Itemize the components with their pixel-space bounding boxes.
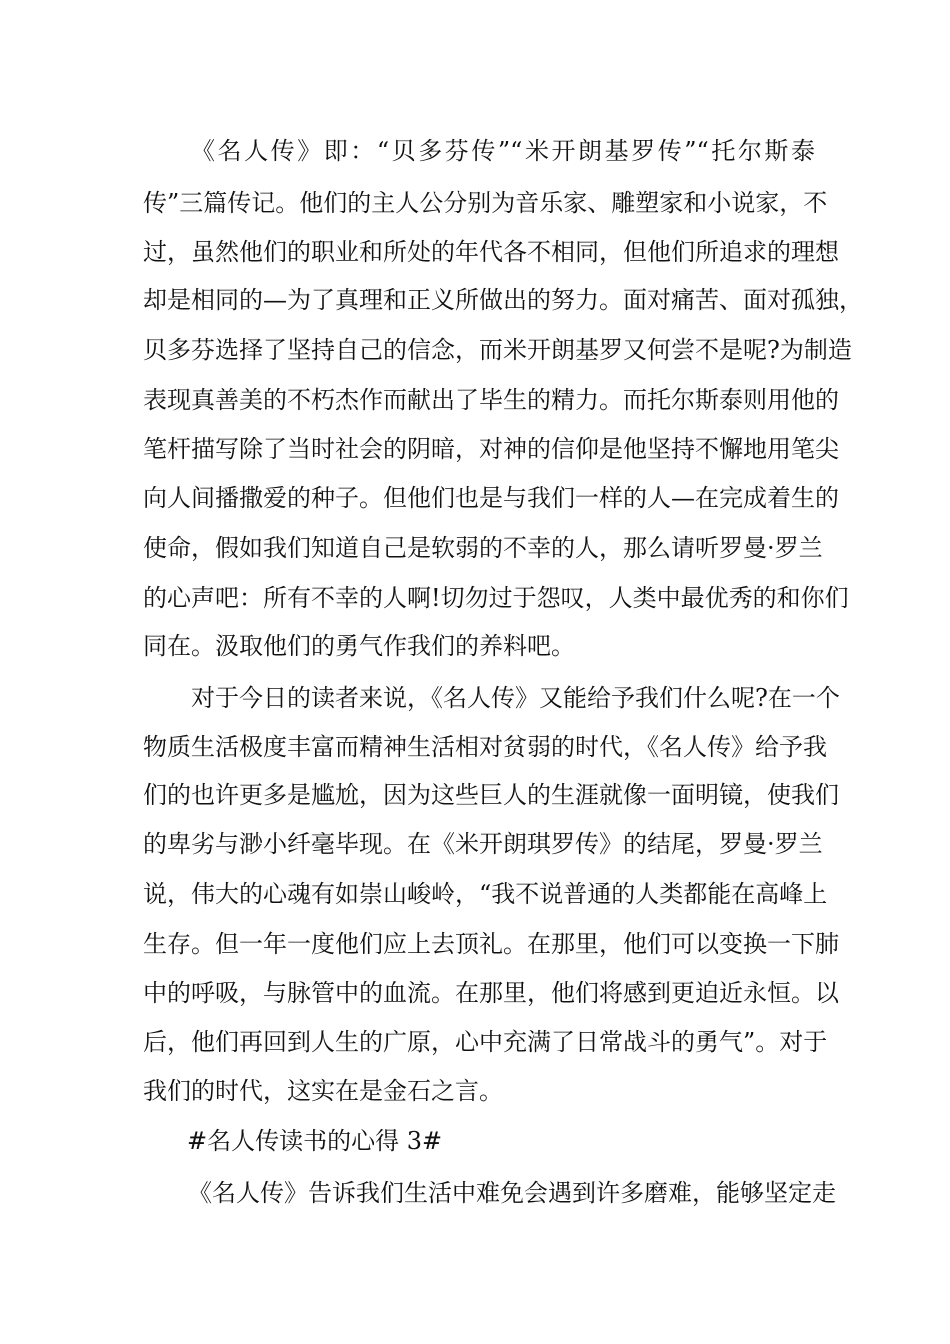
paragraph-1-line-11: 同在。汲取他们的勇气作我们的养料吧。 [143,632,575,660]
paragraph-1-line-3: 过，虽然他们的职业和所处的年代各不相同，但他们所追求的理想 [143,238,839,266]
paragraph-2-line-1: 对于今日的读者来说，《名人传》又能给予我们什么呢?在一个 [191,684,840,712]
paragraph-1-line-6: 表现真善美的不朽杰作而献出了毕生的精力。而托尔斯泰则用他的 [143,386,839,414]
paragraph-1-line-10: 的心声吧：所有不幸的人啊!切勿过于怨叹，人类中最优秀的和你们 [143,584,849,612]
paragraph-1-line-4: 却是相同的—为了真理和正义所做出的努力。面对痛苦、面对孤独， [143,286,863,314]
paragraph-2-line-2: 物质生活极度丰富而精神生活相对贫弱的时代，《名人传》给予我 [143,733,827,761]
paragraph-2-line-5: 说，伟大的心魂有如崇山峻岭，“我不说普通的人类都能在高峰上 [143,880,828,908]
paragraph-2-line-9: 我们的时代，这实在是金石之言。 [143,1077,503,1105]
paragraph-2-line-4: 的卑劣与渺小纤毫毕现。在《米开朗琪罗传》的结尾，罗曼·罗兰 [143,830,823,858]
paragraph-2-line-8: 后，他们再回到人生的广原，心中充满了日常战斗的勇气”。对于 [143,1028,828,1056]
paragraph-2-line-7: 中的呼吸，与脉管中的血流。在那里，他们将感到更迫近永恒。以 [143,979,839,1007]
paragraph-1-line-8: 向人间播撒爱的种子。但他们也是与我们一样的人—在完成着生的 [143,484,839,512]
paragraph-1-line-1: 《名人传》即：“贝多芬传”“米开朗基罗传”“托尔斯泰 [191,137,815,165]
paragraph-1-line-7: 笔杆描写除了当时社会的阴暗，对神的信仰是他坚持不懈地用笔尖 [143,435,839,463]
paragraph-3-line-1: 《名人传》告诉我们生活中难免会遇到许多磨难，能够坚定走 [188,1179,836,1207]
paragraph-2-line-3: 们的也许更多是尴尬，因为这些巨人的生涯就像一面明镜，使我们 [143,781,839,809]
paragraph-1-line-2: 传”三篇传记。他们的主人公分别为音乐家、雕塑家和小说家，不 [143,189,828,217]
paragraph-2-line-6: 生存。但一年一度他们应上去顶礼。在那里，他们可以变换一下肺 [143,930,839,958]
paragraph-1-line-5: 贝多芬选择了坚持自己的信念，而米开朗基罗又何尝不是呢?为制造 [143,336,852,364]
section-heading: #名人传读书的心得 3# [187,1127,443,1155]
paragraph-1-line-9: 使命，假如我们知道自己是软弱的不幸的人，那么请听罗曼·罗兰 [143,534,823,562]
